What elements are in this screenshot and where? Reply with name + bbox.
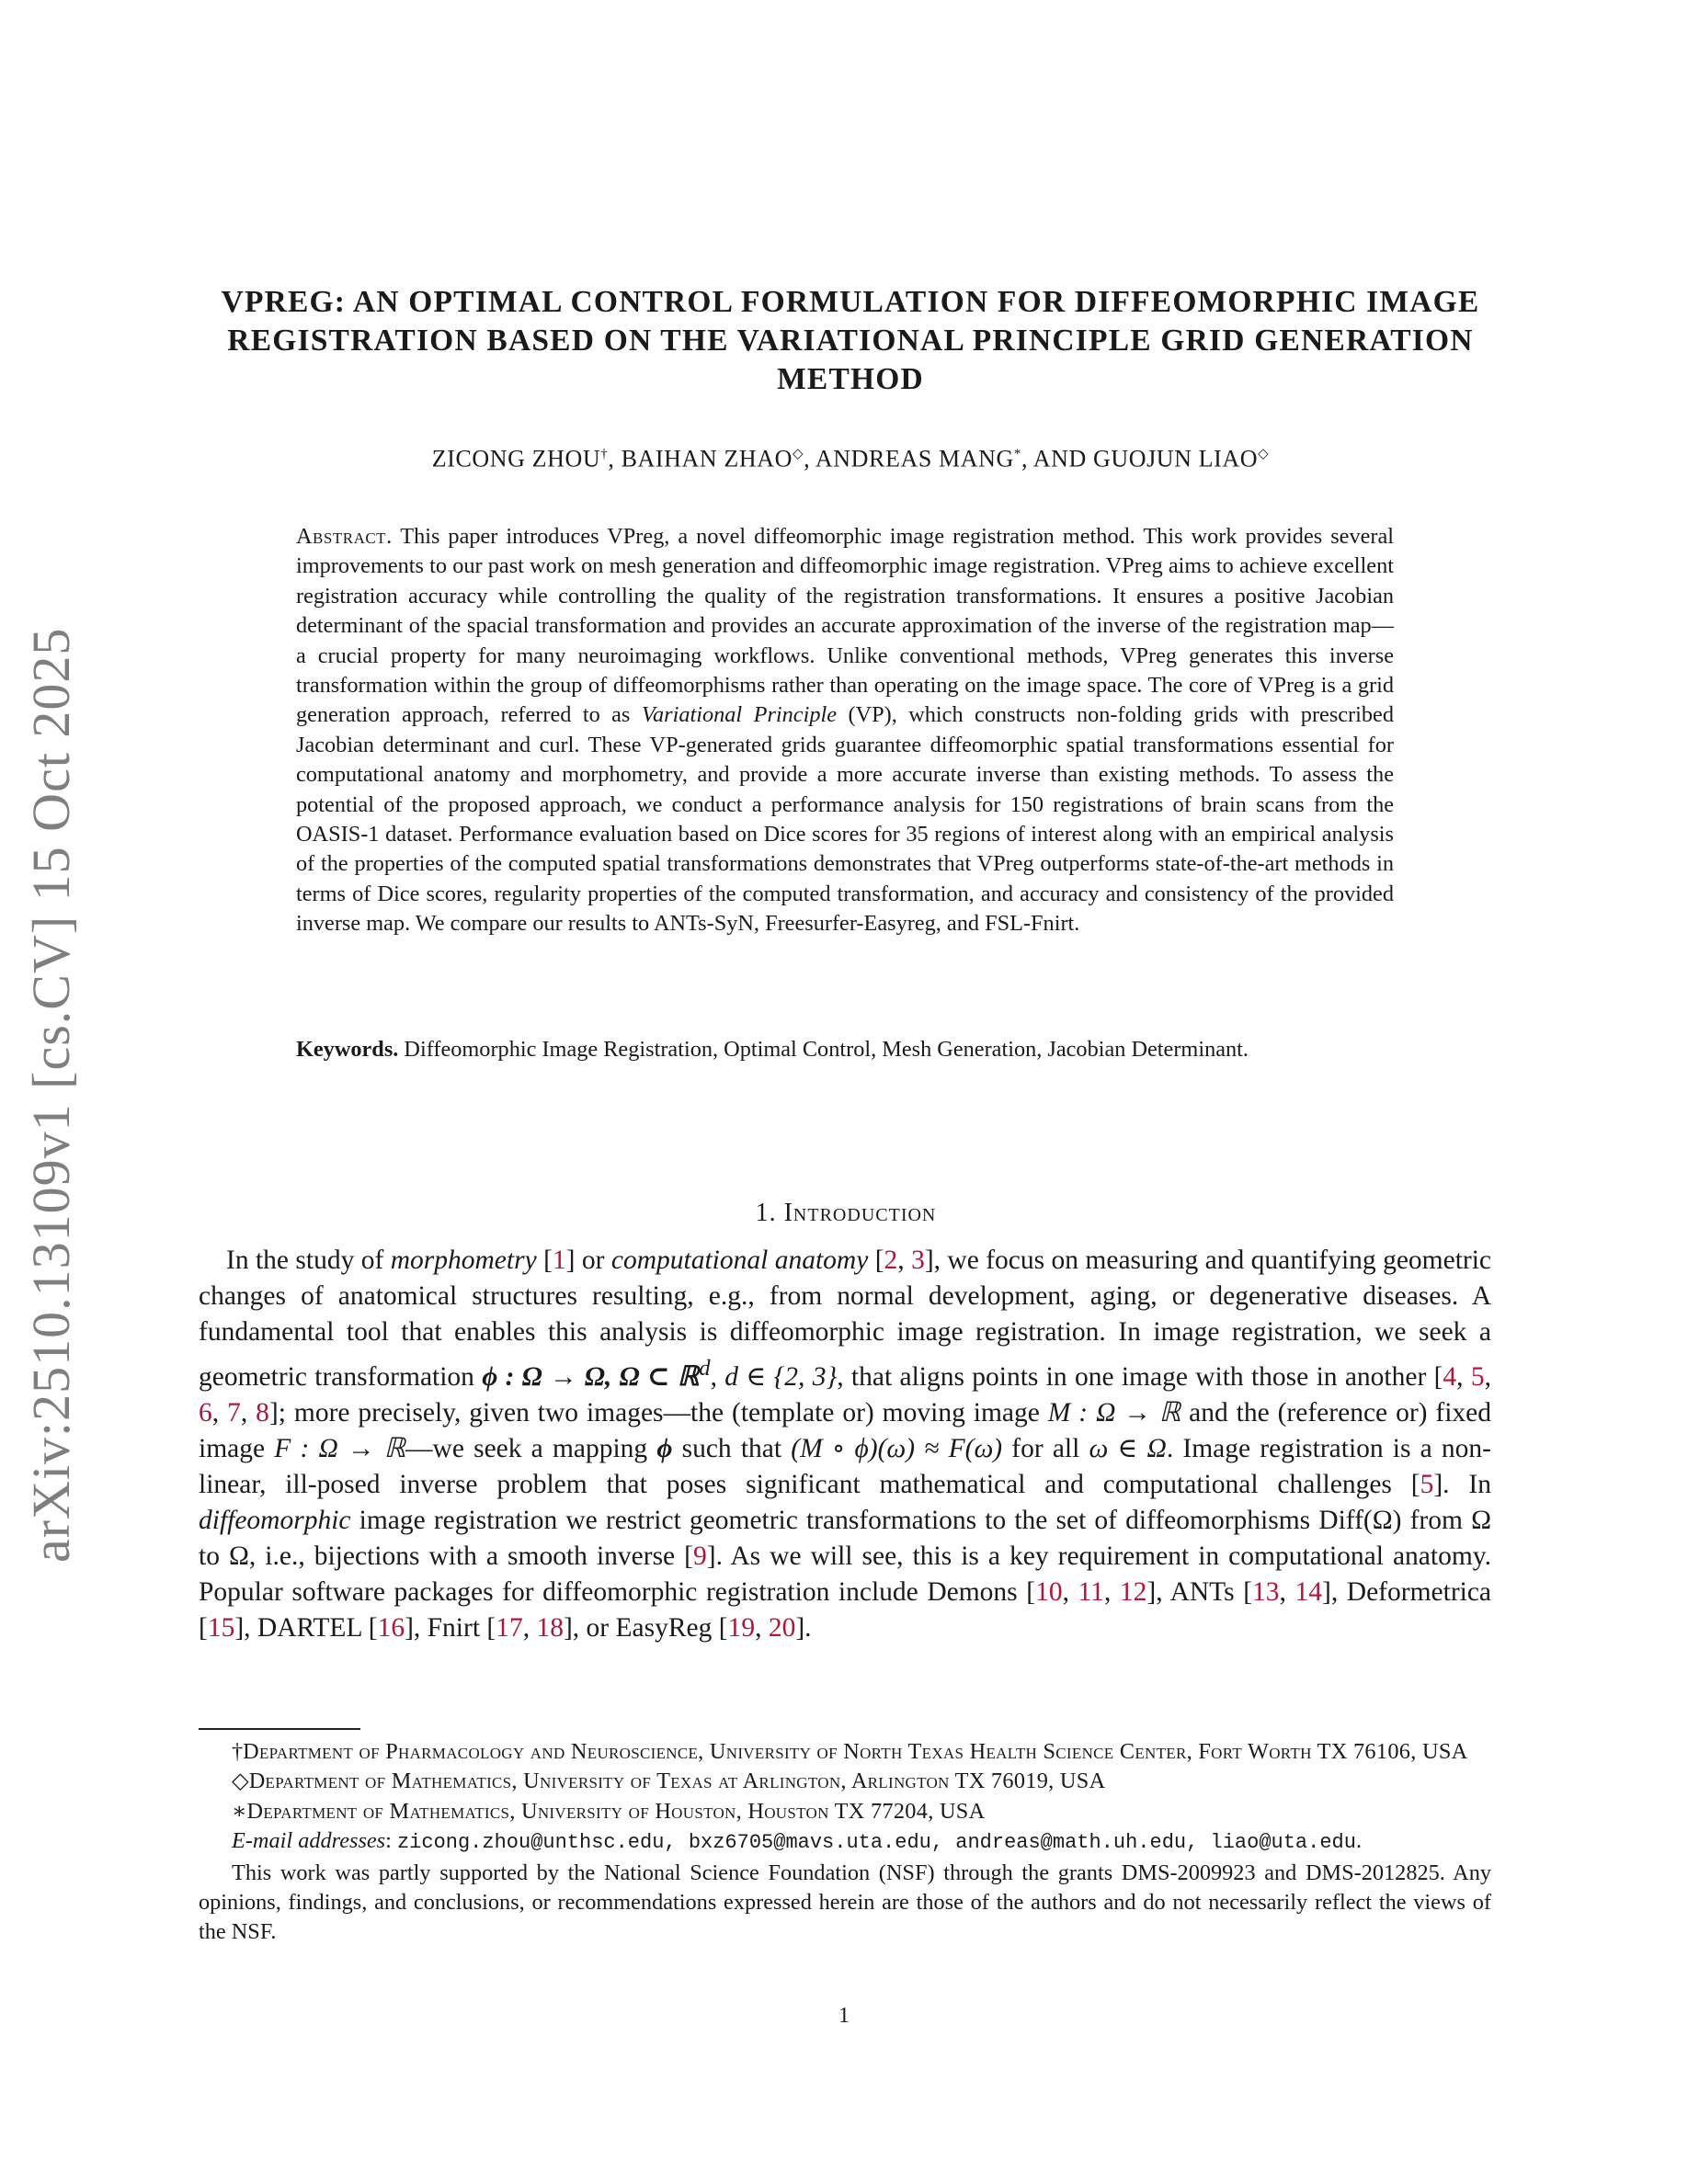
citation-link[interactable]: 3 (911, 1246, 925, 1275)
affiliation-mark: ◇ (1258, 447, 1270, 461)
abstract-label: Abstract. (296, 524, 393, 549)
citation-link[interactable]: 16 (377, 1612, 405, 1643)
math-expression: M : Ω → ℝ (1047, 1397, 1181, 1428)
email-addresses[interactable]: zicong.zhou@unthsc.edu, bxz6705@mavs.uta.edu, andreas@math.uh.edu, liao@uta.edu (396, 1831, 1356, 1855)
citation-link[interactable]: 12 (1119, 1576, 1147, 1607)
emphasis: computational anatomy (610, 1246, 869, 1275)
keywords (296, 1035, 1394, 1064)
author-name: BAIHAN ZHAO (621, 445, 793, 472)
affiliation-mark: † (600, 447, 609, 461)
citation-link[interactable]: 13 (1252, 1576, 1280, 1607)
math-expression: ϕ (656, 1433, 673, 1463)
abstract-emphasis: Variational Principle (641, 702, 838, 728)
citation-link[interactable]: 19 (727, 1612, 756, 1643)
citation-link[interactable]: 9 (693, 1541, 707, 1571)
affiliation-text: Department of Mathematics, University of Texas at Arlington, Arlington TX 76019, USA (248, 1769, 1106, 1794)
citation-link[interactable]: 6 (199, 1397, 212, 1428)
asterisk-mark: ∗ (232, 1798, 247, 1824)
citation-link[interactable]: 1 (552, 1246, 566, 1275)
email-footnote: E-mail addresses: zicong.zhou@unthsc.edu, bxz6705@mavs.uta.edu, andreas@math.uh.edu, liao@uta.edu. (232, 1828, 1363, 1855)
separator: , (804, 445, 815, 472)
citation-link[interactable]: 2 (884, 1246, 898, 1275)
abstract (296, 522, 1394, 939)
citation-link[interactable]: 5 (1470, 1361, 1485, 1392)
citation-link[interactable]: 7 (227, 1397, 241, 1428)
math-expression: ω ∈ Ω (1089, 1433, 1167, 1463)
math-expression: F : Ω → ℝ (274, 1433, 406, 1463)
citation-link[interactable]: 4 (1443, 1361, 1457, 1392)
emphasis: morphometry (390, 1246, 537, 1275)
author-list (184, 445, 1517, 473)
author-name: ANDREAS MANG (815, 445, 1014, 472)
section-heading-introduction (184, 1199, 1508, 1228)
citation-link[interactable]: 20 (768, 1612, 796, 1643)
affiliation-footnote (199, 1767, 1491, 1796)
citation-link[interactable]: 17 (496, 1612, 523, 1643)
affiliation-footnote (199, 1737, 1491, 1767)
citation-link[interactable]: 8 (256, 1397, 269, 1428)
section-number: 1. (755, 1199, 777, 1227)
keywords-text: Diffeomorphic Image Registration, Optimal Control, Mesh Generation, Jacobian Determinant. (398, 1037, 1249, 1062)
footnote-divider (199, 1728, 360, 1730)
funding-footnote: This work was partly supported by the National Science Foundation (NSF) through the grants DMS-2009923 and DMS-2012825. Any opinions, findings, and conclusions, or recommendations expressed herein are those of the authors and do not necessarily reflect the views of the NSF. (199, 1860, 1491, 1945)
introduction-paragraph: In the study of morphometry [1] or computational anatomy [2, 3], we focus on measuring and quantifying geometric changes of anatomical structures resulting, e.g., from normal development, aging, or degenerative diseases. A fundamental tool that enables this analysis is diffeomorphic image registration. In image registration, we seek a geometric transformation ϕ : Ω → Ω, Ω ⊂ ℝ$^d$, d ∈ {2, 3}, that aligns points in one image with those in another [4, 5, 6, 7, 8]; more precisely, given two images—the (template or) moving image M : Ω → ℝ and the (reference or) fixed image F : Ω → ℝ—we seek a mapping ϕ such that (M ∘ ϕ)(ω) ≈ F(ω) for all ω ∈ Ω. Image registration is a non-linear, ill-posed inverse problem that poses significant mathematical and computational challenges [5]. In diffeomorphic image registration we restrict geometric transformations to the set of diffeomorphisms Diff(Ω) from Ω to Ω, i.e., bijections with a smooth inverse [9]. As we will see, this is a key requirement in computational anatomy. Popular software packages for diffeomorphic registration include Demons [10, 11, 12], ANTs [13, 14], Deformetrica [15], DARTEL [16], Fnirt [17, 18], or EasyReg [19, 20]. (199, 1246, 1492, 1643)
section-title: Introduction (783, 1199, 937, 1227)
math-expression: (M ∘ ϕ)(ω) ≈ F(ω) (791, 1433, 1003, 1463)
math-expression: ϕ : Ω → Ω, Ω ⊂ ℝ (482, 1361, 700, 1392)
citation-link[interactable]: 10 (1035, 1576, 1063, 1607)
dagger-mark: † (232, 1739, 244, 1764)
keywords-label: Keywords. (296, 1037, 399, 1062)
arxiv-identifier-stamp: arXiv:2510.13109v1 [cs.CV] 15 Oct 2025 (21, 627, 81, 1563)
author-name: ZICONG ZHOU (431, 445, 601, 472)
citation-link[interactable]: 11 (1078, 1576, 1104, 1607)
diamond-mark: ◇ (232, 1769, 249, 1794)
separator: , AND (1021, 445, 1093, 472)
affiliation-mark: ◇ (792, 447, 804, 461)
abstract-text: (VP), which constructs non-folding grids with prescribed Jacobian determinant and curl. These VP-generated grids guarantee diffeomorphic spatial transformations essential for computational anatomy and morphometry, and provide a more accurate inverse than existing methods. To assess the potential of the proposed approach, we conduct a performance analysis for 150 registrations of brain scans from the OASIS-1 dataset. Performance evaluation based on Dice scores for 35 regions of interest along with an empirical analysis of the properties of the computed spatial transformations demonstrates that VPreg outperforms state-of-the-art methods in terms of Dice scores, regularity properties of the computed transformation, and accuracy and consistency of the provided inverse map. We compare our results to ANTs-SyN, Freesurfer-Easyreg, and FSL-Fnirt. (296, 702, 1394, 937)
email-label: E-mail addresses (232, 1828, 386, 1854)
separator: , (608, 445, 622, 472)
footnotes (199, 1737, 1491, 1948)
affiliation-mark: * (1013, 447, 1021, 461)
affiliation-footnote (199, 1797, 1491, 1826)
citation-link[interactable]: 5 (1420, 1469, 1434, 1499)
math-expression: d ∈ {2, 3} (724, 1361, 838, 1392)
abstract-text: This paper introduces VPreg, a novel diffeomorphic image registration method. This work provides several improvements to our past work on mesh generation and diffeomorphic image registration. VPreg aims to achieve excellent registration accuracy while controlling the quality of the registration transformations. It ensures a positive Jacobian determinant of the spacial transformation and provides an accurate approximation of the inverse of the registration map—a crucial property for many neuroimaging workflows. Unlike conventional methods, VPreg generates this inverse transformation within the group of diffeomorphisms rather than operating on the image space. The core of VPreg is a grid generation approach, referred to as (296, 524, 1394, 728)
author-name: GUOJUN LIAO (1092, 445, 1259, 472)
emphasis: diffeomorphic (199, 1505, 351, 1535)
affiliation-text: Department of Pharmacology and Neuroscience, University of North Texas Health Science Center, Fort Worth TX 76106, USA (243, 1739, 1468, 1764)
citation-link[interactable]: 15 (207, 1612, 235, 1643)
citation-link[interactable]: 18 (536, 1612, 564, 1643)
paper-title: VPREG: AN OPTIMAL CONTROL FORMULATION FOR DIFFEOMORPHIC IMAGE REGISTRATION BASED ON THE VARIATIONAL PRINCIPLE GRID GENERATION METHOD (221, 285, 1480, 396)
affiliation-text: Department of Mathematics, University of Houston, Houston TX 77204, USA (246, 1798, 986, 1824)
citation-link[interactable]: 14 (1295, 1576, 1322, 1607)
page-number: 1 (838, 2004, 850, 2028)
